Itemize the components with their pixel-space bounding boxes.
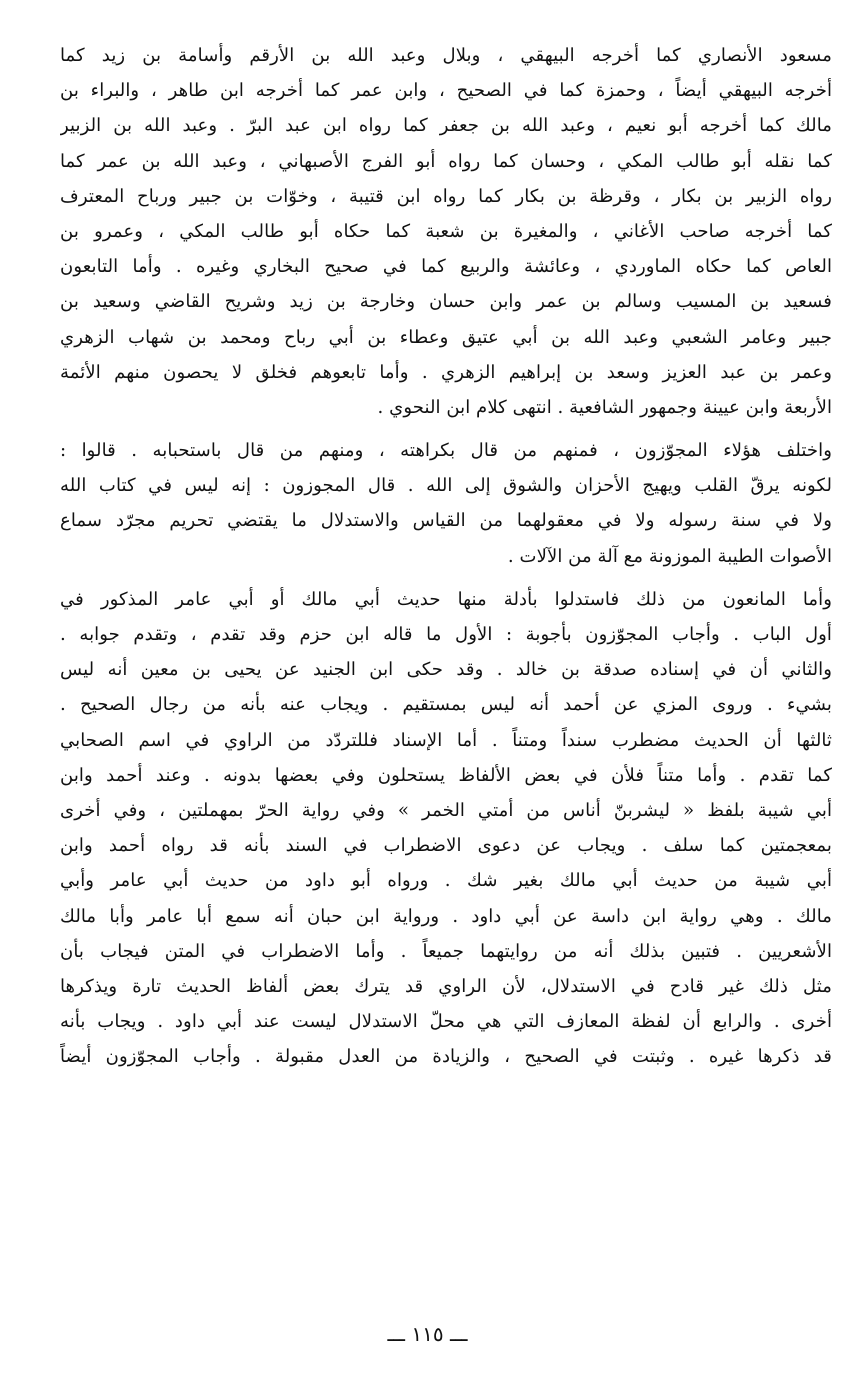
page-number: ـــ ١١٥ ـــ [387, 1322, 468, 1346]
text-line: والثاني أن في إسناده صدقة بن خالد . وقد حكى ابن الجنيد عن يحيى بن معين أنه ليس [60, 659, 832, 681]
text-line: ثالثها أن الحديث مضطرب سنداً ومتناً . أما الإسناد فللتردّد من الراوي في اسم الصحابي [60, 729, 832, 751]
text-line: أخرى . والرابع أن لفظة المعازف التي هي محلّ الاستدلال ليست عند أبي داود . ويجاب بأنه [60, 1011, 832, 1033]
text-line: وعمر بن عبد العزيز وسعد بن إبراهيم الزهري . وأما تابعوهم فخلق لا يحصون منهم الأئمة [60, 361, 832, 383]
text-line: ولا في سنة رسوله ولا في معقولهما من القياس والاستدلال ما يقتضي تحريم مجرّد سماع [60, 510, 832, 532]
paragraph-companions [60, 38, 832, 425]
text-line: بمعجمتين كما سلف . ويجاب عن دعوى الاضطراب في السند بأنه قد رواه أحمد وابن [60, 835, 832, 857]
text-line: العاص كما حكاه الماوردي ، وعائشة والربيع كما في صحيح البخاري وغيره . وأما التابعون [60, 256, 832, 278]
text-line: واختلف هؤلاء المجوّزون ، فمنهم من قال بكراهته ، ومنهم من قال باستحبابه . قالوا : [60, 440, 832, 462]
text-line: مالك كما أخرجه أبو نعيم ، وعبد الله بن جعفر كما رواه ابن عبد البرّ . وعبد الله بن الزبير [60, 115, 832, 137]
text-line: أخرجه البيهقي أيضاً ، وحمزة كما في الصحيح ، وابن عمر كما أخرجه ابن طاهر ، والبراء بن [60, 80, 832, 102]
text-line: مالك . وهي رواية ابن داسة عن أبي داود . ورواية ابن حبان أنه سمع أبا عامر وأبا مالك [60, 905, 832, 927]
text-line: الأصوات الطيبة الموزونة مع آلة من الآلات . [507, 545, 832, 567]
text-line: جبير وعامر الشعبي وعبد الله بن أبي عتيق وعطاء بن أبي رباح ومحمد بن شهاب الزهري [60, 326, 832, 348]
text-line: رواه الزبير بن بكار ، وقرظة بن بكار كما رواه ابن قتيبة ، وخوّات بن جبير ورباح المعترف [60, 185, 832, 207]
text-line: وأما المانعون من ذلك فاستدلوا بأدلة منها حديث أبي مالك أو أبي عامر المذكور في [60, 588, 832, 610]
text-line: كما تقدم . وأما متناً فلأن في بعض الألفاظ يستحلون وفي بعضها بدونه . وعند أحمد وابن [60, 764, 832, 786]
text-line: فسعيد بن المسيب وسالم بن عمر وابن حسان وخارجة بن زيد وشريح القاضي وسعيد بن [60, 291, 832, 313]
text-line: أبي شيبة بلفظ « ليشربنّ أناس من أمتي الخمر » وفي رواية الحرّ بمهملتين ، وفي أخرى [60, 799, 832, 821]
text-line: أول الباب . وأجاب المجوّزون بأجوبة : الأول ما قاله ابن حزم وقد تقدم ، وتقدم جوابه . [60, 624, 832, 645]
text-line: مثل ذلك غير قادح في الاستدلال، لأن الراوي قد يترك بعض ألفاظ الحديث تارة ويذكرها [60, 975, 832, 997]
page-body [60, 38, 832, 1074]
text-line: بشيء . وروى المزي عن أحمد أنه ليس بمستقيم . ويجاب عنه بأنه من رجال الصحيح . [60, 694, 832, 716]
text-line: كما أخرجه صاحب الأغاني ، والمغيرة بن شعبة كما حكاه أبو طالب المكي ، وعمرو بن [60, 220, 832, 242]
text-line: قد ذكرها غيره . وثبتت في الصحيح ، والزيادة من العدل مقبولة . وأجاب المجوّزون أيضاً [60, 1046, 832, 1068]
text-line: الأربعة وابن عيينة وجمهور الشافعية . انتهى كلام ابن النحوي . [377, 396, 832, 418]
text-line: كما نقله أبو طالب المكي ، وحسان كما رواه أبو الفرج الأصبهاني ، وعبد الله بن عمر كما [60, 150, 832, 172]
paragraph-disagreement [60, 433, 832, 574]
text-line: الأشعريين . فتبين بذلك أنه من روايتهما جميعاً . وأما الاضطراب في المتن فيجاب بأن [60, 940, 832, 962]
text-line: أبي شيبة من حديث أبي مالك بغير شك . ورواه أبو داود من حديث أبي عامر وأبي [60, 870, 832, 892]
text-line: لكونه يرقّ القلب ويهيج الأحزان والشوق إلى الله . قال المجوزون : إنه ليس في كتاب الله [60, 475, 832, 497]
text-line: مسعود الأنصاري كما أخرجه البيهقي ، وبلال وعبد الله بن الأرقم وأسامة بن زيد كما [60, 45, 832, 66]
paragraph-prohibitors [60, 582, 832, 1075]
